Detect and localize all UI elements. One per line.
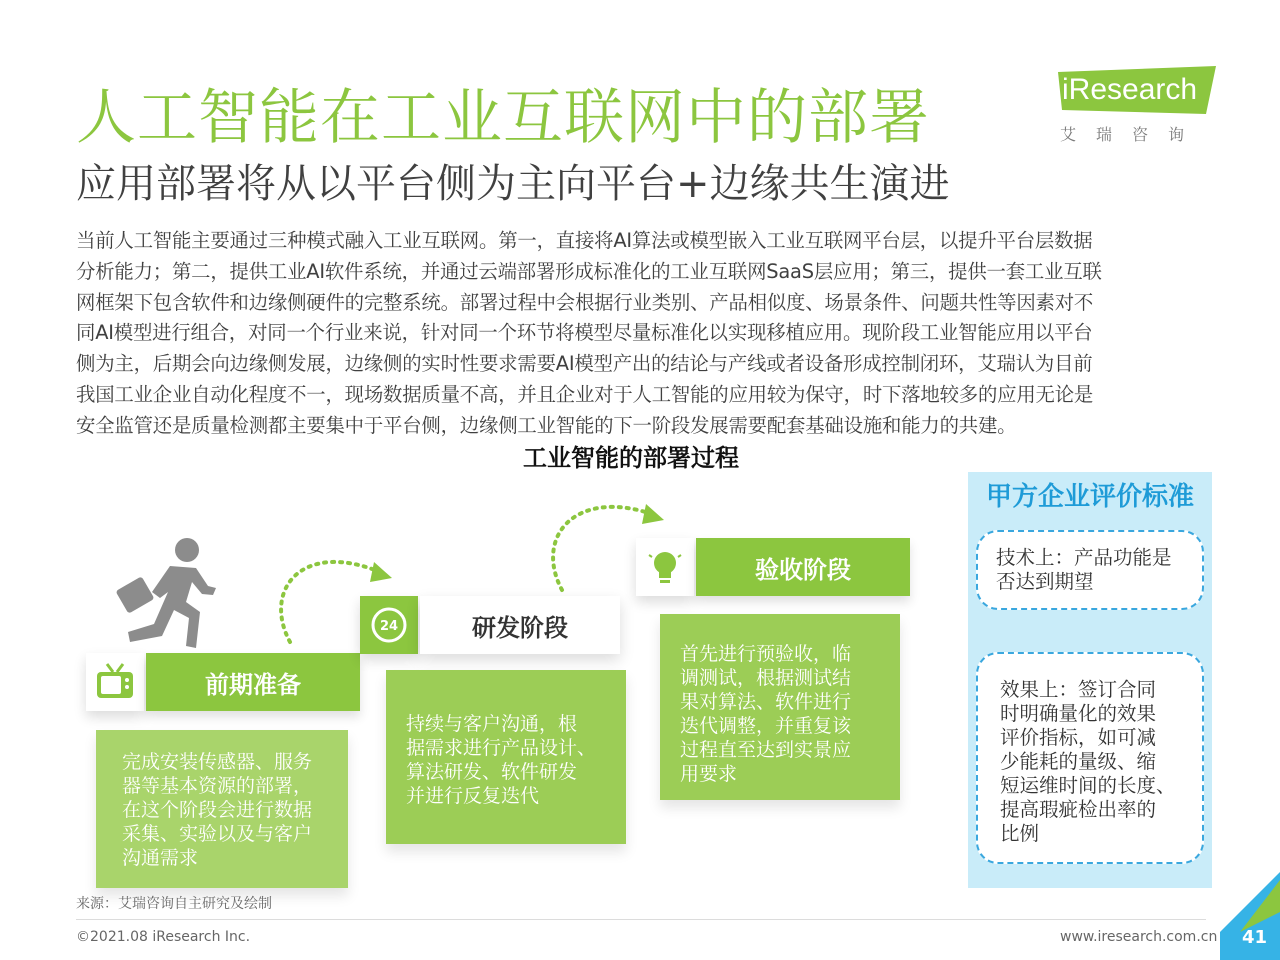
intro-line: 我国工业企业自动化程度不一，现场数据质量不高，并且企业对于人工智能的应用较为保守，时下落地较多的应用无论是	[76, 382, 1094, 406]
page-subtitle: 应用部署将从以平台侧为主向平台+边缘共生演进	[76, 161, 950, 207]
intro-line: 网框架下包含软件和边缘侧硬件的完整系统。部署过程中会根据行业类别、产品相似度、场景条件、问题共性等因素对不	[76, 290, 1094, 314]
lightbulb-icon	[636, 538, 694, 596]
stage-accept	[696, 538, 910, 596]
intro-paragraph	[76, 226, 1216, 442]
logo-cn: 艾瑞咨询	[1060, 125, 1205, 144]
desc-line: 在这个阶段会进行数据	[122, 799, 313, 821]
crit-line: 少能耗的量级、缩	[1000, 750, 1157, 773]
footer-divider	[76, 919, 1206, 920]
crit-line: 提高瑕疵检出率的	[1000, 798, 1157, 821]
criteria-effect	[976, 652, 1204, 864]
desc-line: 持续与客户沟通，根	[406, 713, 578, 735]
intro-line: 安全监管还是质量检测都主要集中于平台侧，边缘侧工业智能的下一阶段发展需要配套基础设施和能力的共建。	[76, 413, 1017, 437]
stage-prepare	[146, 653, 360, 711]
desc-line: 过程直至达到实景应	[680, 739, 852, 761]
criteria-title: 甲方企业评价标准	[985, 482, 1194, 512]
stage-label: 验收阶段	[755, 555, 851, 584]
desc-line: 算法研发、软件研发	[406, 761, 578, 783]
crit-line: 否达到期望	[996, 570, 1094, 593]
stage-label: 研发阶段	[472, 613, 568, 642]
crit-line: 短运维时间的长度、	[1000, 774, 1176, 797]
crit-line: 技术上：产品功能是	[996, 546, 1172, 569]
desc-line: 用要求	[680, 763, 738, 785]
crit-line: 评价指标，如可减	[1000, 726, 1157, 749]
stage-develop	[420, 596, 620, 654]
stage-prepare-description	[96, 730, 348, 888]
desc-line: 沟通需求	[122, 847, 199, 869]
desc-line: 果对算法、软件进行	[680, 691, 852, 713]
desc-line: 迭代调整，并重复该	[680, 715, 852, 737]
logo-brand: iResearch	[1062, 73, 1198, 106]
desc-line: 采集、实验以及与客户	[122, 823, 313, 845]
stage-label: 前期准备	[205, 670, 301, 699]
page-number: 41	[1242, 927, 1268, 948]
tv-icon	[86, 653, 144, 711]
copyright: ©2021.08 iResearch Inc.	[76, 929, 251, 945]
crit-line: 时明确量化的效果	[1000, 702, 1157, 725]
intro-line: 分析能力；第二，提供工业AI软件系统，并通过云端部署形成标准化的工业互联网SaaS层应用；第三，提供一套工业互联	[76, 259, 1102, 283]
desc-line: 器等基本资源的部署，	[122, 775, 313, 797]
desc-line: 完成安装传感器、服务	[122, 751, 313, 773]
desc-line: 并进行反复迭代	[406, 785, 540, 807]
intro-line: 当前人工智能主要通过三种模式融入工业互联网。第一，直接将AI算法或模型嵌入工业互联网平台层，以提升平台层数据	[76, 229, 1093, 252]
running-person-icon	[112, 536, 222, 656]
intro-line: 同AI模型进行组合，对同一个行业来说，针对同一个环节将模型尽量标准化以实现移植应用。现阶段工业智能应用以平台	[76, 321, 1093, 345]
criteria-tech	[976, 530, 1204, 610]
website-link[interactable]: www.iresearch.com.cn	[1060, 929, 1218, 945]
desc-line: 据需求进行产品设计、	[406, 737, 597, 759]
phone-24h-icon	[360, 596, 418, 654]
crit-line: 比例	[1000, 822, 1040, 845]
desc-line: 首先进行预验收，临	[680, 643, 852, 665]
page-title: 人工智能在工业互联网中的部署	[76, 83, 930, 153]
crit-line: 效果上：签订合同	[1000, 678, 1157, 701]
stage-accept-description	[660, 614, 900, 800]
svg-text:24: 24	[379, 619, 399, 634]
diagram-title: 工业智能的部署过程	[523, 444, 739, 472]
source-note: 来源：艾瑞咨询自主研究及绘制	[76, 896, 272, 912]
stage-develop-description	[386, 670, 626, 844]
intro-line: 侧为主，后期会向边缘侧发展，边缘侧的实时性要求需要AI模型产出的结论与产线或者设备形成控制闭环，艾瑞认为目前	[76, 352, 1093, 376]
desc-line: 调测试，根据测试结	[680, 667, 852, 689]
